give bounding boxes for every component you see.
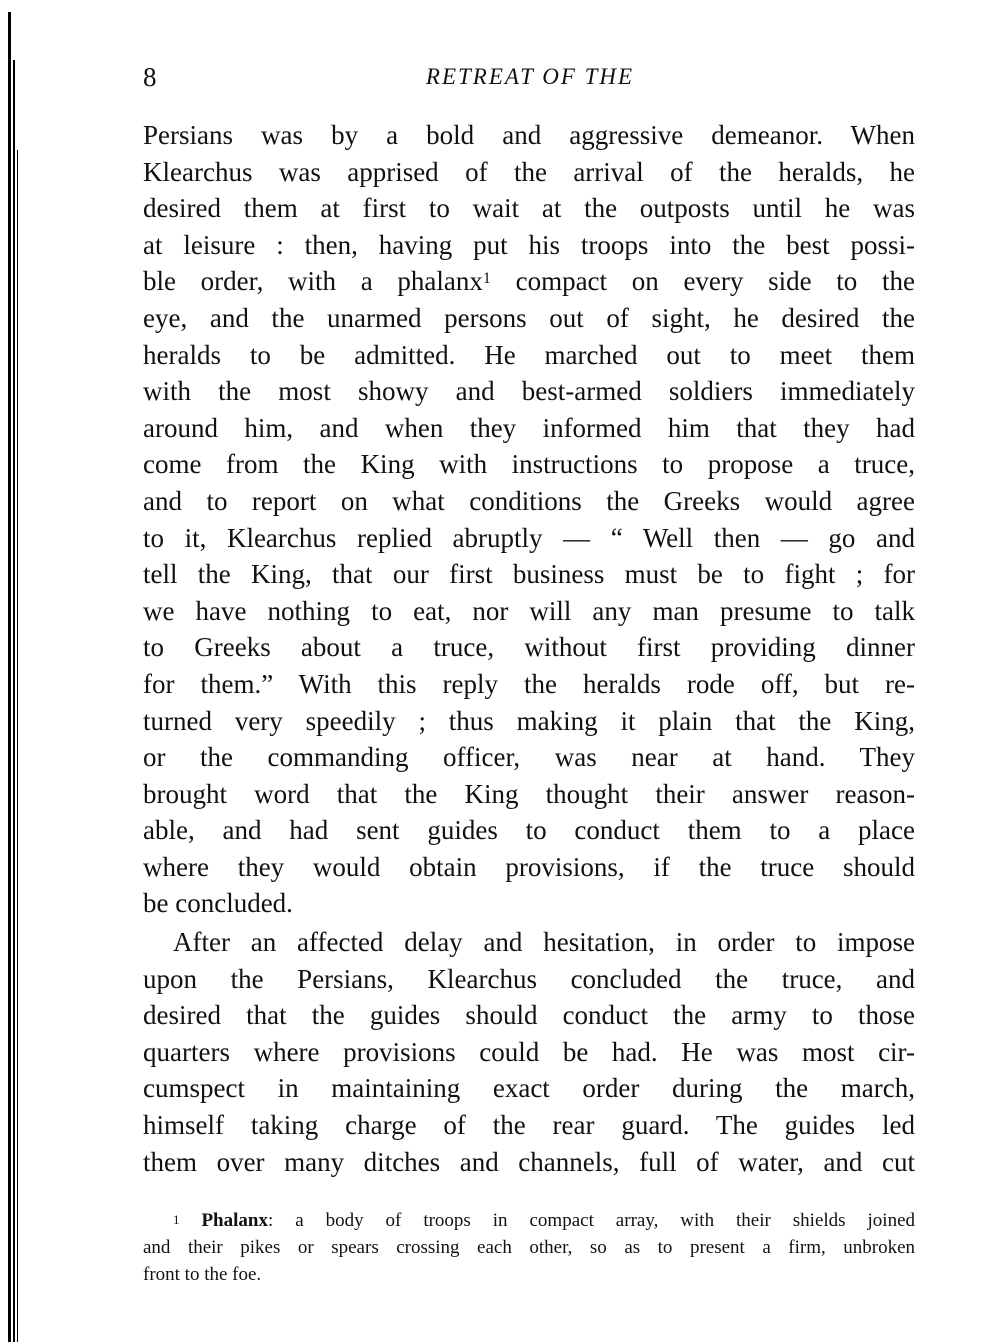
text-line: come from the King with instructions to propose a truce, (143, 449, 915, 480)
text-segment: ble order, with a phalanx (143, 266, 483, 297)
text-line: or the commanding officer, was near at hand. They (143, 742, 915, 773)
text-segment: compact on every side to the (490, 266, 915, 297)
paragraph-2 (143, 924, 915, 1180)
text-line: eye, and the unarmed persons out of sight, he desired the (143, 302, 915, 333)
text-line: able, and had sent guides to conduct them to a place (143, 815, 915, 846)
text-line: to Greeks about a truce, without first providing dinner (143, 632, 915, 663)
text-line: them over many ditches and channels, full of water, and cut (143, 1146, 915, 1177)
text-line: After an affected delay and hesitation, in order to impose (173, 927, 915, 958)
text-line: upon the Persians, Klearchus concluded the truce, and (143, 963, 915, 994)
text-line: cumspect in maintaining exact order during the march, (143, 1073, 915, 1104)
text-line: himself taking charge of the rear guard. The guides led (143, 1110, 915, 1141)
text-line: be concluded. (143, 888, 293, 919)
text-line: around him, and when they informed him that they had (143, 412, 915, 443)
text-line: tell the King, that our first business must be to fight ; for (143, 559, 915, 590)
text-line: and to report on what conditions the Greeks would agree (143, 485, 915, 516)
text-line: brought word that the King thought their answer reason- (143, 778, 915, 809)
text-line: quarters where provisions could be had. He was most cir- (143, 1036, 915, 1067)
text-line: desired that the guides should conduct the army to those (143, 1000, 915, 1031)
footnote-text: : a body of troops in compact array, with their shields joined (267, 1210, 916, 1231)
footnote-line: and their pikes or spears crossing each other, so as to present a firm, unbroken (143, 1237, 915, 1258)
text-line: where they would obtain provisions, if the truce should (143, 851, 915, 882)
text-line: turned very speedily ; thus making it plain that the King, (143, 705, 915, 736)
text-line: for them.” With this reply the heralds rode off, but re- (143, 668, 915, 699)
text-line: Persians was by a bold and aggressive demeanor. When (143, 120, 915, 150)
paragraph-1 (143, 117, 915, 922)
body-text (143, 117, 915, 1180)
binding-edge (17, 150, 18, 1342)
text-line: heralds to be admitted. He marched out to meet them (143, 339, 915, 370)
text-line: desired them at first to wait at the outposts until he was (143, 193, 915, 224)
footnote-number: 1 (173, 1212, 180, 1227)
footnote-line: front to the foe. (143, 1264, 262, 1285)
footnote-reference[interactable]: 1 (482, 270, 491, 288)
text-line: to it, Klearchus replied abruptly — “ Well then — go and (143, 522, 915, 553)
page-number: 8 (143, 62, 157, 92)
footnote-line (143, 1207, 915, 1234)
page-header (140, 60, 920, 100)
binding-edge (8, 12, 11, 1342)
footnote-term: Phalanx (201, 1210, 268, 1231)
text-line: Klearchus was apprised of the arrival of the heralds, he (143, 156, 915, 187)
footnote (143, 1207, 915, 1288)
running-head: RETREAT OF THE (425, 64, 635, 89)
text-line: with the most showy and best-armed soldiers immediately (143, 376, 915, 407)
binding-edge (13, 60, 15, 1342)
text-line: we have nothing to eat, nor will any man presume to talk (143, 595, 915, 626)
text-line: at leisure : then, having put his troops into the best possi- (143, 229, 915, 260)
text-line (143, 263, 915, 300)
